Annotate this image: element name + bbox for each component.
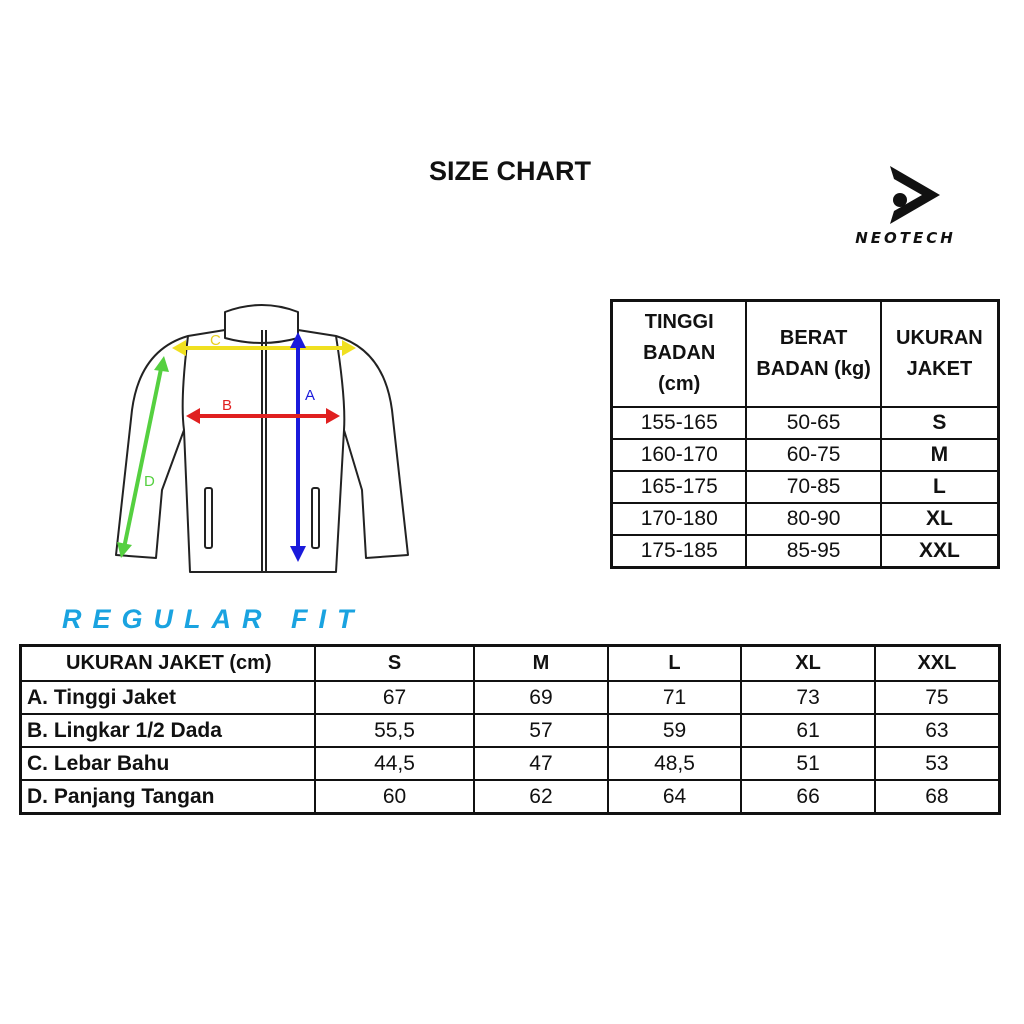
measure-value: 53 <box>875 747 1000 780</box>
label-d: D <box>144 473 155 490</box>
table-row <box>612 503 999 535</box>
header-height: TINGGI BADAN (cm) <box>612 301 747 407</box>
table-row <box>612 471 999 503</box>
header-size: XL <box>741 646 875 682</box>
measure-value: 44,5 <box>315 747 474 780</box>
measure-value: 59 <box>608 714 742 747</box>
measure-value: 64 <box>608 780 742 814</box>
measure-value: 62 <box>474 780 608 814</box>
measure-label: C. Lebar Bahu <box>21 747 315 780</box>
header-weight: BERAT BADAN (kg) <box>746 301 880 407</box>
height-range: 165-175 <box>612 471 747 503</box>
height-range: 170-180 <box>612 503 747 535</box>
height-range: 175-185 <box>612 535 747 568</box>
measure-value: 73 <box>741 681 875 714</box>
label-a: A <box>305 387 316 404</box>
label-b: B <box>222 397 233 414</box>
weight-range: 80-90 <box>746 503 880 535</box>
brand-logo <box>838 163 973 253</box>
table-row <box>612 407 999 439</box>
table-row <box>21 714 1000 747</box>
measure-label: D. Panjang Tangan <box>21 780 315 814</box>
measure-label: B. Lingkar 1/2 Dada <box>21 714 315 747</box>
table-row <box>612 439 999 471</box>
fit-label: REGULAR FIT <box>62 604 365 634</box>
measure-value: 48,5 <box>608 747 742 780</box>
measure-value: 63 <box>875 714 1000 747</box>
measure-label: A. Tinggi Jaket <box>21 681 315 714</box>
header-size: L <box>608 646 742 682</box>
weight-range: 50-65 <box>746 407 880 439</box>
measure-value: 69 <box>474 681 608 714</box>
jacket-size: XXL <box>881 535 999 568</box>
jacket-diagram <box>100 290 430 580</box>
weight-range: 70-85 <box>746 471 880 503</box>
jacket-size: M <box>881 439 999 471</box>
measure-value: 51 <box>741 747 875 780</box>
size-measurement-table <box>19 644 1001 815</box>
logo-text: NEOTECH <box>855 229 956 247</box>
label-c: C <box>210 332 221 349</box>
jacket-size: XL <box>881 503 999 535</box>
page-title: SIZE CHART <box>429 156 591 186</box>
measure-value: 55,5 <box>315 714 474 747</box>
table-row <box>612 535 999 568</box>
measure-value: 66 <box>741 780 875 814</box>
measure-value: 68 <box>875 780 1000 814</box>
header-label: UKURAN JAKET (cm) <box>21 646 315 682</box>
measure-value: 61 <box>741 714 875 747</box>
measure-d-arrow <box>117 356 169 558</box>
weight-range: 85-95 <box>746 535 880 568</box>
measure-value: 57 <box>474 714 608 747</box>
arrow-logo-icon <box>838 163 973 229</box>
jacket-size: S <box>881 407 999 439</box>
jacket-size: L <box>881 471 999 503</box>
header-jacket-size: UKURAN JAKET <box>881 301 999 407</box>
measure-value: 71 <box>608 681 742 714</box>
measure-value: 60 <box>315 780 474 814</box>
measure-value: 47 <box>474 747 608 780</box>
header-size: XXL <box>875 646 1000 682</box>
measure-a-arrow <box>290 332 306 562</box>
measure-value: 75 <box>875 681 1000 714</box>
table-row <box>21 747 1000 780</box>
body-weight-table <box>610 299 1000 569</box>
table-row <box>21 681 1000 714</box>
measure-value: 67 <box>315 681 474 714</box>
header-size: S <box>315 646 474 682</box>
header-size: M <box>474 646 608 682</box>
weight-range: 60-75 <box>746 439 880 471</box>
height-range: 160-170 <box>612 439 747 471</box>
height-range: 155-165 <box>612 407 747 439</box>
table-row <box>21 780 1000 814</box>
table-header-row <box>21 646 1000 682</box>
